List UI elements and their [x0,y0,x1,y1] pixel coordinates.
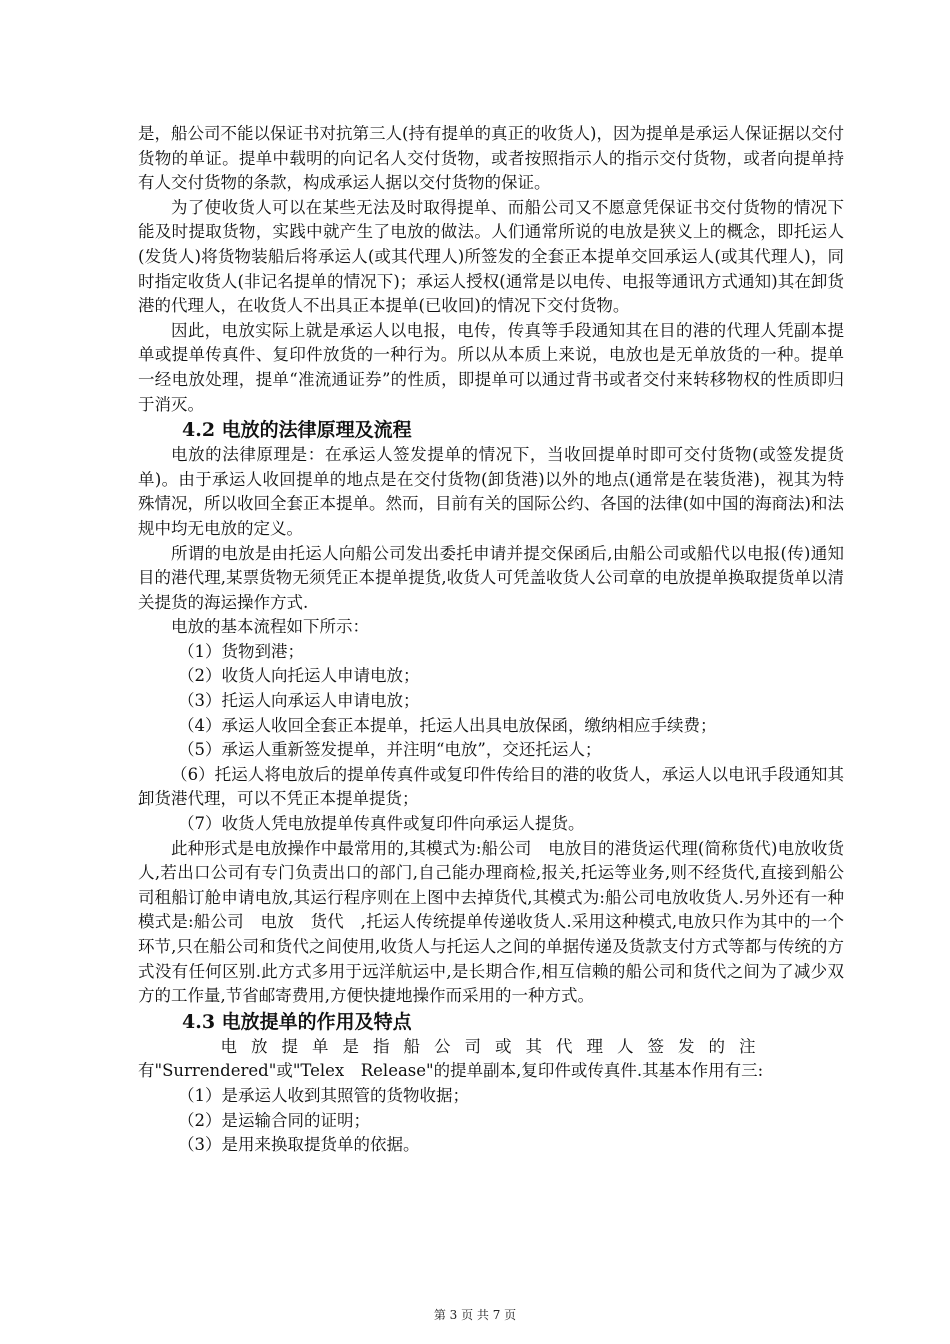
section-heading-4-3: 4.3 电放提单的作用及特点 [182,1010,412,1033]
list-item: （5）承运人重新签发提单，并注明“电放”，交还托运人； [178,740,602,760]
section-heading-4-2: 4.2 电放的法律原理及流程 [182,419,412,442]
list-item: （6）托运人将电放后的提单传真件或复印件传给目的港的收货人，承运人以电讯手段通知其卸货港代理，可以不凭正本提单提货； [138,764,844,809]
list-item: （2）是运输合同的证明； [178,1110,370,1130]
paragraph: 电放提单是指船公司或其代理人签发的注 [220,1036,770,1056]
paragraph: 电放的基本流程如下所示： [171,617,369,637]
list-item: （4）承运人收回全套正本提单，托运人出具电放保函，缴纳相应手续费； [178,715,717,735]
paragraph: 因此，电放实际上就是承运人以电报，电传，传真等手段通知其在目的港的代理人凭副本提单或提单传真件、复印件放货的一种行为。所以从本质上来说，电放也是无单放货的一种。提单一经电放处理，提单“准流通证券”的性质，即提单可以通过背书或者交付来转移物权的性质即归于消灭。 [138,320,844,414]
paragraph: 为了使收货人可以在某些无法及时取得提单、而船公司又不愿意凭保证书交付货物的情况下能及时提取货物，实践中就产生了电放的做法。人们通常所说的电放是狭义上的概念，即托运人(发货人)将货物装船后将承运人(或其代理人)所签发的全套正本提单交回承运人(或其代理人)，同时指定收货人(非记名提单的情况下)；承运人授权(通常是以电传、电报等通讯方式通知)其在卸货港的代理人，在收货人不出具正本提单(已收回)的情况下交付货物。 [138,197,844,316]
paragraph: 所谓的电放是由托运人向船公司发出委托申请并提交保函后,由船公司或船代以电报(传)通知目的港代理,某票货物无须凭正本提单提货,收货人可凭盖收货人公司章的电放提单换取提货单以清关提货的海运操作方式. [138,543,844,612]
list-item: （2）收货人向托运人申请电放； [178,666,420,686]
paragraph: 有"Surrendered"或"Telex Release"的提单副本,复印件或传真件.其基本作用有三: [138,1061,764,1081]
list-item: （3）托运人向承运人申请电放； [178,691,420,711]
list-item: （7）收货人凭电放提单传真件或复印件向承运人提货。 [178,814,585,834]
list-item: （1）货物到港； [178,641,304,661]
list-item: （1）是承运人收到其照管的货物收据； [178,1085,469,1105]
paragraph: 电放的法律原理是：在承运人签发提单的情况下，当收回提单时即可交付货物(或签发提货单)。由于承运人收回提单的地点是在交付货物(卸货港)以外的地点(通常是在装货港)，视其为特殊情况，所以收回全套正本提单。然而，目前有关的国际公约、各国的法律(如中国的海商法)和法规中均无电放的定义。 [138,445,844,538]
list-item: （3）是用来换取提货单的依据。 [178,1135,420,1155]
page-footer: 第 3 页 共 7 页 [433,1308,517,1322]
paragraph: 是，船公司不能以保证书对抗第三人(持有提单的真正的收货人)，因为提单是承运人保证据以交付货物的单证。提单中载明的向记名人交付货物，或者按照指示人的指示交付货物，或者向提单持有人交付货物的条款，构成承运人据以交付货物的保证。 [138,124,844,193]
paragraph: 此种形式是电放操作中最常用的,其模式为:船公司 电放目的港货运代理(简称货代)电放收货人,若出口公司有专门负责出口的部门,自己能办理商检,报关,托运等业务,则不经货代,直接到船公司租船订舱申请电放,其运行程序则在上图中去掉货代,其模式为:船公司电放收货人.另外还有一种模式是:船公司 电放 货代 ,托运人传统提单传递收货人.采用这种模式,电放只作为其中的一个环节,只在船公司和货代之间使用,收货人与托运人之间的单据传递及货款支付方式等都与传统的方式没有任何区别.此方式多用于远洋航运中,是长期合作,相互信赖的船公司和货代之间为了减少双方的工作量,节省邮寄费用,方便快捷地操作而采用的一种方式。 [138,838,844,1006]
document-page [138,122,844,1158]
